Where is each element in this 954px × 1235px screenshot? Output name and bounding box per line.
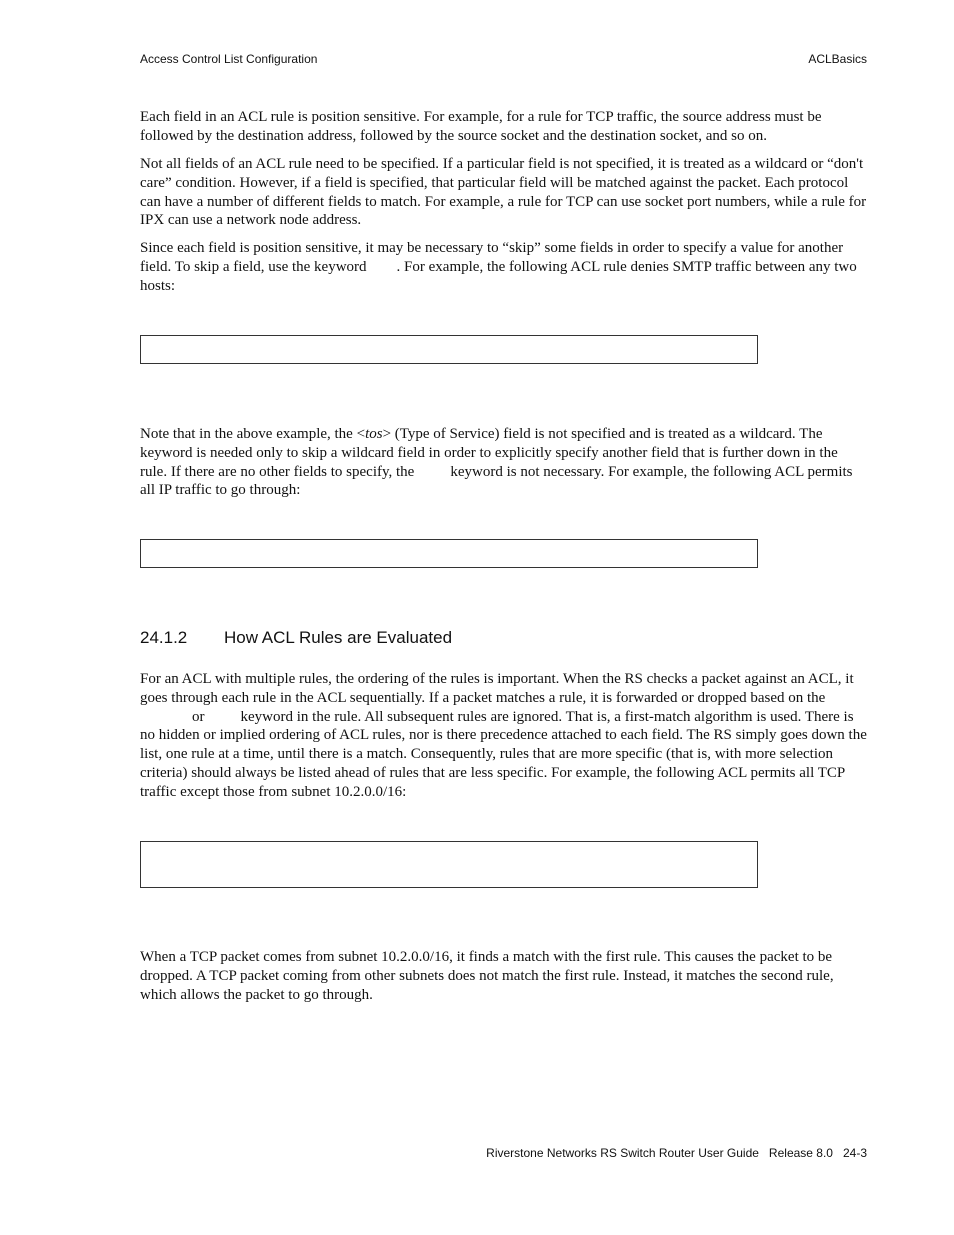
- paragraph-skip-fields-part2: . For example, the following ACL rule denies SMTP traffic between any two hosts:: [140, 258, 857, 294]
- paragraph-rule-evaluation-or: or: [192, 708, 205, 725]
- section-title: How ACL Rules are Evaluated: [224, 628, 453, 647]
- paragraph-rule-evaluation-part1: For an ACL with multiple rules, the ordering of the rules is important. When the RS checks a packet against an ACL, it goes through each rule in the ACL sequentially. If a packet matches a rule, it is forwarded or dropped based on the: [140, 671, 854, 706]
- paragraph-rule-evaluation-part2: keyword in the rule. All subsequent rules are ignored. That is, a first-match algorithm is used. There is no hidden or implied ordering of ACL rules, nor is there precedence attached to each field. The RS simply goes down the list, one rule at a time, until there is a match. Consequently, rules that are more specific (that is, with more selection criteria) should always be listed ahead of rules that are less specific. For example, the following ACL permits all TCP traffic except those from subnet 10.2.0.0/16:: [140, 708, 867, 800]
- running-header-left: Access Control List Configuration: [140, 52, 318, 66]
- section-heading: [140, 628, 452, 648]
- section-number: 24.1.2: [140, 628, 188, 647]
- paragraph-skip-fields-part1: Since each field is position sensitive, it may be necessary to “skip” some fields in order to specify a value for another field. To skip a field, use the keyword: [140, 240, 844, 275]
- paragraph-tos-note: [140, 425, 868, 500]
- paragraph-position-sensitive: Each field in an ACL rule is position sensitive. For example, for a rule for TCP traffic, the source address must be followed by the destination address, followed by the source socket and the destination socket, and so on.: [140, 109, 822, 144]
- paragraph-rule-evaluation: [140, 670, 868, 802]
- code-example-deny-smtp: [140, 335, 758, 364]
- paragraph-tos-note-part3: keyword is not necessary. For example, the following ACL permits all IP traffic to go through:: [140, 463, 853, 499]
- running-header-right: ACLBasics: [808, 52, 867, 66]
- paragraph-skip-fields: [140, 239, 868, 295]
- paragraph-tcp-match-explanation: When a TCP packet comes from subnet 10.2.0.0/16, it finds a match with the first rule. This causes the packet to be dropped. A TCP packet coming from other subnets does not match the first rule. Instead, it matches the second rule, which allows the packet to go through.: [140, 949, 834, 1003]
- paragraph-tos-note-part1: Note that in the above example, the <: [140, 426, 366, 442]
- paragraph-wildcard-fields: Not all fields of an ACL rule need to be specified. If a particular field is not specified, it is treated as a wildcard or “don't care” condition. However, if a field is specified, that particular field will be matched against the packet. Each protocol can have a number of different fields to match. For example, a rule for TCP can use socket port numbers, while a rule for IPX can use a network node address.: [140, 156, 867, 229]
- code-example-permit-ip: [140, 539, 758, 568]
- code-example-tcp-except-subnet: [140, 841, 758, 888]
- paragraph-tos-note-part2: > (Type of Service) field is not specified and is treated as a wildcard. The keyword is needed only to skip a wildcard field in order to explicitly specify another field that is further down in the rule. If there are no other fields to specify, the: [140, 426, 838, 480]
- page-footer: Riverstone Networks RS Switch Router User Guide Release 8.0 24-3: [486, 1146, 867, 1160]
- tos-term: tos: [365, 426, 383, 442]
